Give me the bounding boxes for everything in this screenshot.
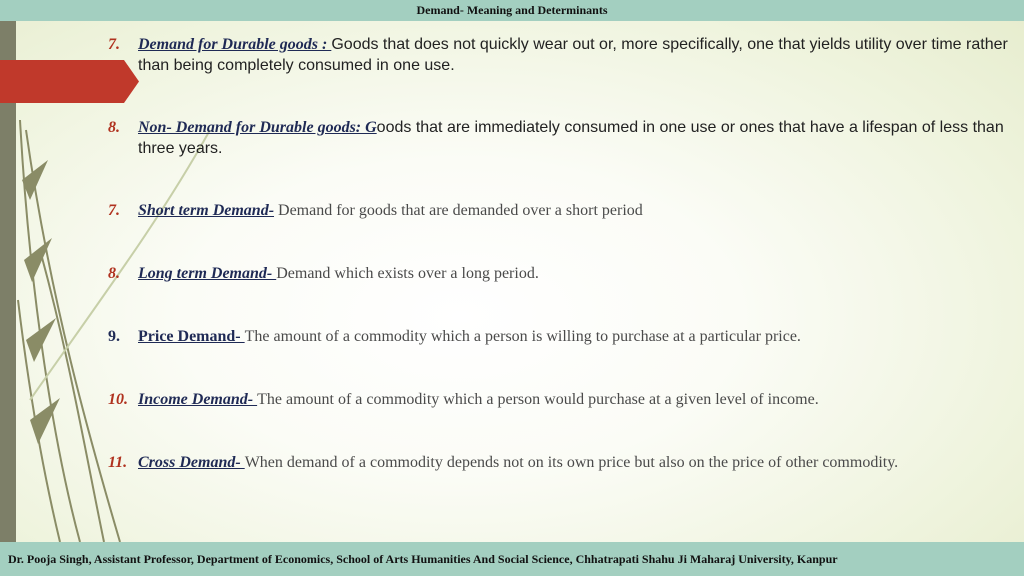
item-text: The amount of a commodity which a person would purchase at a given level of income. bbox=[257, 391, 819, 408]
item-term: Cross Demand- bbox=[138, 454, 245, 471]
item-number: 11. bbox=[108, 454, 128, 471]
item-text: When demand of a commodity depends not on its own price but also on the price of other commodity. bbox=[244, 454, 899, 471]
footer-credit: Dr. Pooja Singh, Assistant Professor, Department of Economics, School of Arts Humanities And Social Science, Chhatrapati Shahu Ji Maharaj University, Kanpur bbox=[8, 552, 838, 566]
item-term: Income Demand- bbox=[138, 391, 258, 408]
slide-footer-bar bbox=[0, 542, 1024, 576]
list-item bbox=[108, 117, 1008, 159]
item-number: 8. bbox=[108, 119, 120, 136]
item-text: The amount of a commodity which a person is willing to purchase at a particular price. bbox=[244, 328, 801, 345]
list-item bbox=[108, 452, 1008, 473]
item-text: oods that are immediately consumed in one use or ones that have a lifespan of less than three years. bbox=[138, 119, 1004, 157]
item-term: Price Demand- bbox=[138, 328, 245, 345]
list-item bbox=[108, 34, 1008, 76]
item-number: 10. bbox=[108, 391, 128, 408]
item-number: 7. bbox=[108, 36, 120, 53]
list-item bbox=[108, 200, 1008, 221]
item-text: Demand which exists over a long period. bbox=[276, 265, 539, 282]
item-term: Demand for Durable goods : bbox=[138, 36, 332, 53]
item-term: Long term Demand- bbox=[138, 265, 277, 282]
slide-title: Demand- Meaning and Determinants bbox=[416, 3, 608, 17]
item-number: 9. bbox=[108, 328, 120, 345]
list-item bbox=[108, 389, 1008, 410]
list-item bbox=[108, 263, 1008, 284]
item-text: Demand for goods that are demanded over a short period bbox=[274, 202, 643, 219]
item-text: Goods that does not quickly wear out or, more specifically, one that yields utility over time rather than being completely consumed in one use. bbox=[138, 36, 1008, 74]
item-number: 7. bbox=[108, 202, 120, 219]
item-term: Short term Demand- bbox=[138, 202, 275, 219]
list-item bbox=[108, 326, 1008, 347]
item-number: 8. bbox=[108, 265, 120, 282]
item-term: Non- Demand for Durable goods: G bbox=[138, 119, 377, 136]
